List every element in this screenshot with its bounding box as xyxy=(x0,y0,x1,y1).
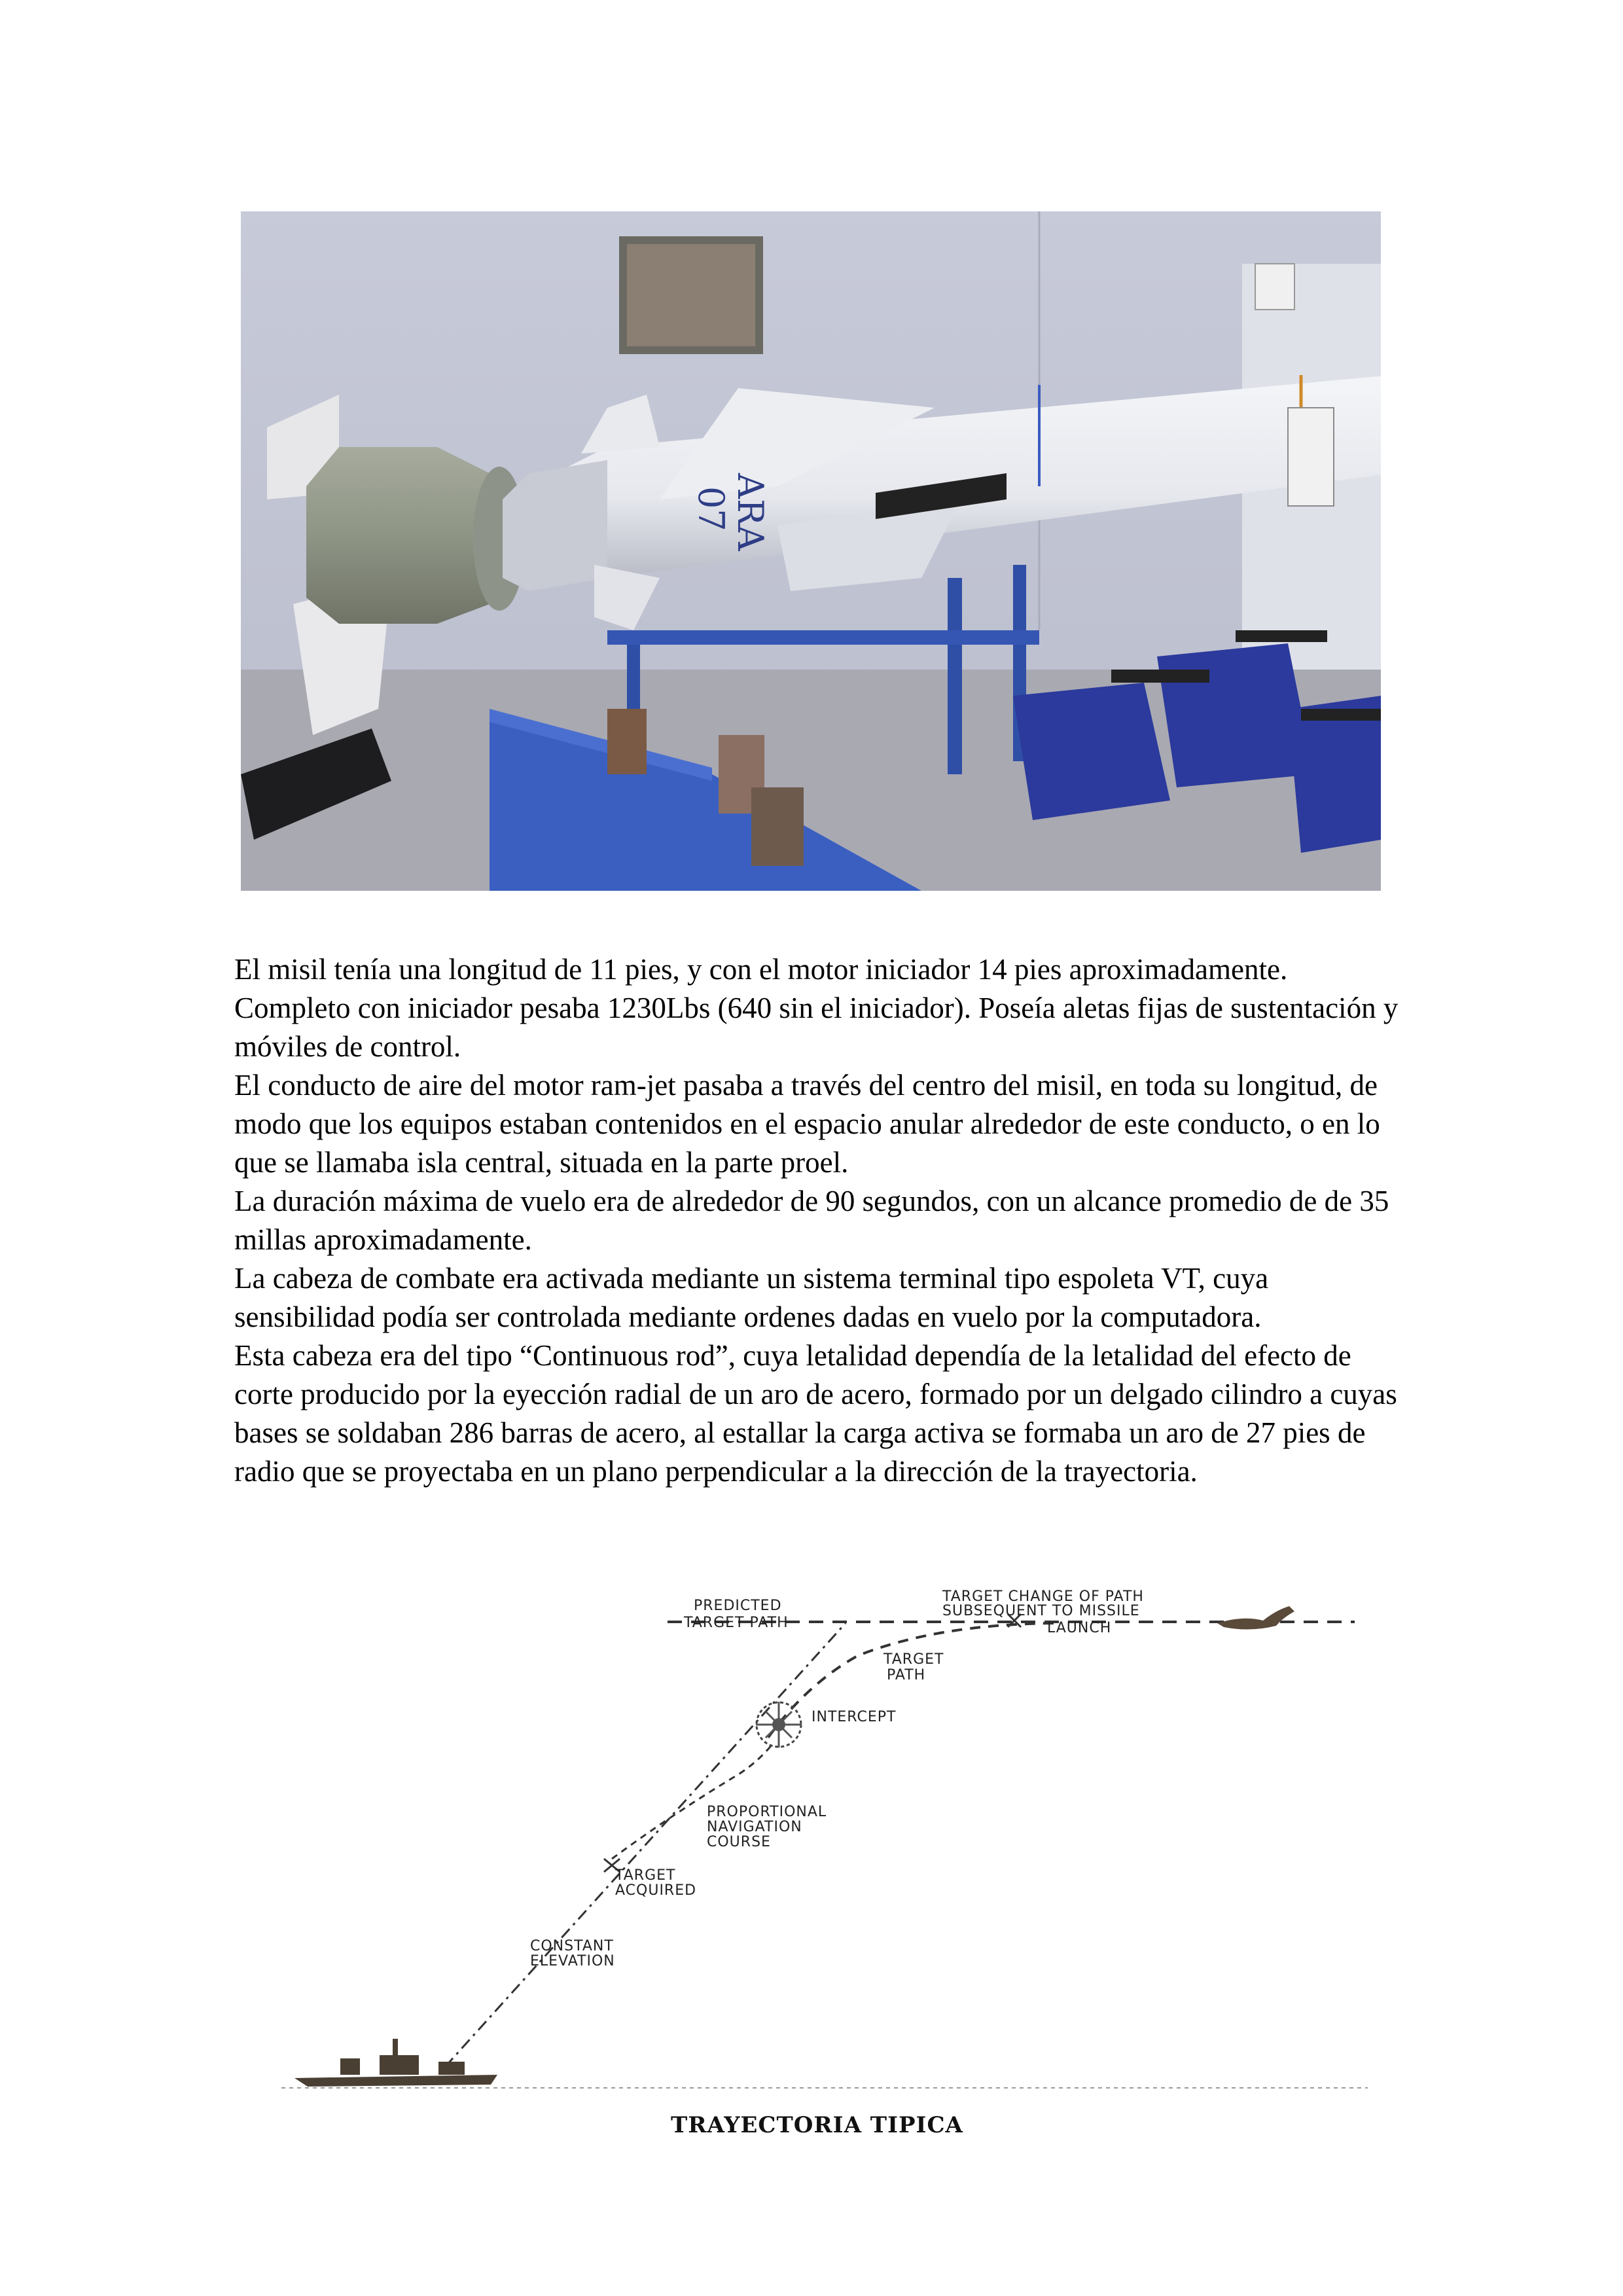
label-change-1: TARGET CHANGE OF PATH xyxy=(942,1588,1144,1605)
label-intercept: INTERCEPT xyxy=(812,1709,897,1725)
label-constant-1: CONSTANT xyxy=(530,1938,614,1954)
label-predicted-1: PREDICTED xyxy=(694,1598,782,1614)
missile-photo xyxy=(241,211,1381,891)
label-constant-2: ELEVATION xyxy=(530,1953,615,1969)
trajectory-drawing xyxy=(281,1571,1368,2147)
label-predicted-2: TARGET PATH xyxy=(684,1615,789,1631)
label-change-2: SUBSEQUENT TO MISSILE xyxy=(942,1603,1140,1619)
paragraph: El misil tenía una longitud de 11 pies, y con el motor iniciador 14 pies aproximadamente. Completo con iniciador pesaba 1230Lbs (640 sin el iniciador). Poseía aletas fijas de sustentación y móviles de control. xyxy=(234,953,1399,1063)
label-pn-2: NAVIGATION xyxy=(707,1819,802,1835)
intercept-burst-icon xyxy=(756,1702,802,1748)
trajectory-diagram xyxy=(281,1571,1368,2147)
label-pn-1: PROPORTIONAL xyxy=(707,1804,827,1820)
label-target-path-2: PATH xyxy=(887,1667,926,1683)
label-acquired-1: TARGET xyxy=(615,1867,676,1884)
label-acquired-2: ACQUIRED xyxy=(615,1882,697,1899)
body-text xyxy=(234,950,1406,1491)
paragraph: El conducto de aire del motor ram-jet pasaba a través del centro del misil, en toda su longitud, de modo que los equipos estaban contenidos en el espacio anular alrededor de este conducto, o en lo que se llamaba isla central, situada en la parte proel. xyxy=(234,1069,1380,1179)
missile-photo-drawing xyxy=(241,211,1381,891)
target-aircraft-icon xyxy=(1217,1606,1294,1630)
label-target-path-1: TARGET xyxy=(883,1651,944,1668)
missile-marking-number: 07 xyxy=(690,486,732,531)
ship-icon xyxy=(294,2075,497,2087)
paragraph: La duración máxima de vuelo era de alrededor de 90 segundos, con un alcance promedio de de 35 millas aproximadamente. xyxy=(234,1185,1389,1256)
label-pn-3: COURSE xyxy=(707,1834,771,1850)
paragraph: La cabeza de combate era activada mediante un sistema terminal tipo espoleta VT, cuya sensibilidad podía ser controlada mediante ordenes dadas en vuelo por la computadora. xyxy=(234,1262,1269,1333)
diagram-caption: TRAYECTORIA TIPICA xyxy=(671,2112,963,2138)
constant-elevation-line xyxy=(445,1623,846,2067)
missile-marking-ara: ARA xyxy=(730,473,771,551)
label-change-3: LAUNCH xyxy=(1047,1620,1112,1636)
paragraph: Esta cabeza era del tipo “Continuous rod”, cuya letalidad dependía de la letalidad del efecto de corte producido por la eyección radial de un aro de acero, formado por un delgado cilindro a cuyas bases se soldaban 286 barras de acero, al estallar la carga activa se formaba un aro de 27 pies de radio que se proyectaba en un plano perpendicular a la dirección de la trayectoria. xyxy=(234,1339,1397,1488)
